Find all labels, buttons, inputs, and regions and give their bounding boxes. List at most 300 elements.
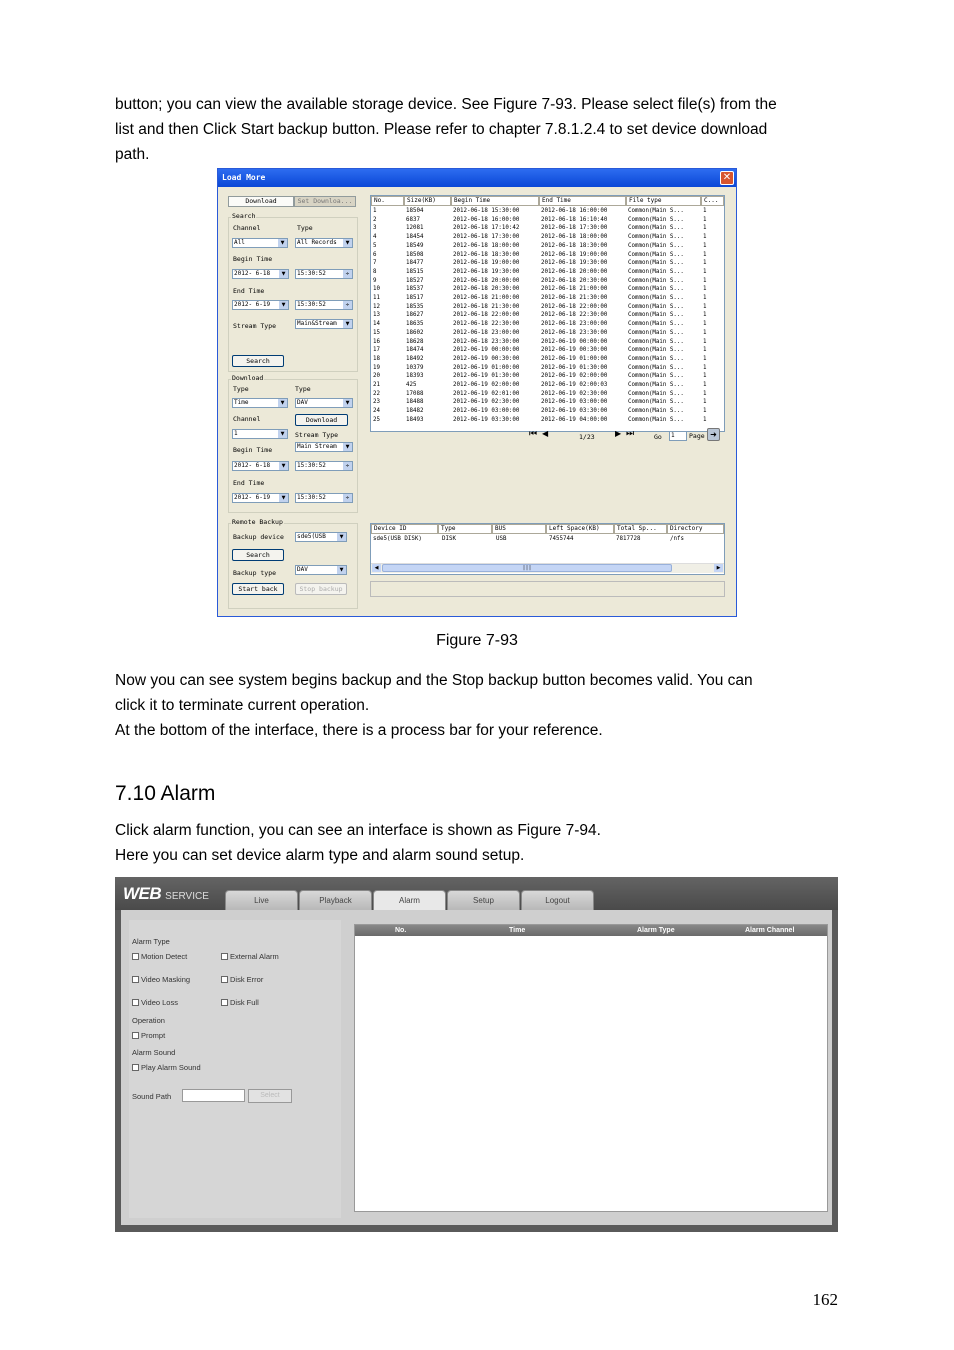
col-end-time[interactable]: End Time [539,196,626,206]
table-cell: 1 [703,364,707,371]
table-cell: 2012-06-19 00:00:00 [453,347,520,354]
tab-download[interactable]: Download [228,196,294,207]
table-cell: 2012-06-18 19:30:00 [453,268,520,275]
table-cell: 18602 [406,329,424,336]
table-cell: 18627 [406,312,424,319]
play-alarm-sound-label: Play Alarm Sound [141,1063,201,1072]
end-time-spinner[interactable] [295,300,353,310]
download-begin-date-picker[interactable] [232,461,289,471]
chevron-down-icon: ▼ [279,494,288,502]
table-cell: 2012-06-18 21:30:00 [453,303,520,310]
tab-logout[interactable]: Logout [521,890,594,910]
download-type-value: Time [234,399,249,406]
table-cell: 2012-06-18 23:00:00 [541,321,608,328]
table-cell: 2012-06-18 23:30:00 [541,329,608,336]
alarm-line-1: Click alarm function, you can see an interface is shown as Figure 7-94. [115,822,601,839]
table-cell: Common(Main S... [628,347,684,354]
table-cell: 1 [703,295,707,301]
table-row[interactable] [371,320,724,329]
table-cell: 2012-06-19 02:00:00 [453,382,520,388]
table-row[interactable] [371,259,724,268]
table-cell: 2012-06-19 02:30:00 [453,399,520,406]
backup-line-2: click it to terminate current operation. [115,697,370,714]
table-cell: 18537 [406,286,424,293]
table-row[interactable] [371,372,724,381]
download-file-type-value: DAV [297,399,308,406]
chevron-down-icon: ▼ [337,566,346,574]
table-cell: Common(Main S... [628,321,684,328]
table-cell: 1 [703,373,707,380]
chevron-down-icon: ▼ [279,270,288,278]
prev-page-icon[interactable]: ◀ [542,429,549,438]
device-left-space-cell: 7455744 [549,536,574,542]
col-directory[interactable]: Directory [667,524,724,534]
table-cell: 2012-06-18 18:00:00 [541,234,608,241]
disk-full-checkbox[interactable] [221,999,228,1006]
table-cell: 2012-06-19 01:00:00 [453,364,520,371]
table-cell: 2012-06-18 19:00:00 [453,260,520,267]
table-cell: 2012-06-18 22:00:00 [453,312,520,319]
disk-full-label: Disk Full [230,998,259,1007]
backup-device-select[interactable] [295,532,347,542]
download-channel-label: Channel [233,415,261,423]
table-cell: 4 [373,234,377,241]
download-type-select[interactable] [232,398,288,408]
table-row[interactable] [371,294,724,303]
alarm-line-2: Here you can set device alarm type and alarm sound setup. [115,847,525,864]
table-cell: Common(Main S... [628,234,684,241]
chevron-down-icon: ▼ [279,301,288,309]
table-row[interactable] [371,407,724,416]
tab-live[interactable]: Live [225,890,298,910]
table-row[interactable] [371,338,724,347]
motion-detect-label: Motion Detect [141,952,188,961]
download-stream-type-value: Main Stream [297,443,337,450]
table-cell: 1 [703,382,707,388]
table-row[interactable] [371,329,724,338]
channel-select[interactable] [232,238,288,248]
table-row[interactable] [371,285,724,294]
download-button[interactable]: Download [295,414,348,426]
table-cell: 6 [373,251,377,258]
table-cell: 2012-06-18 15:30:00 [453,208,520,214]
table-cell: 1 [373,208,377,214]
table-cell: 8 [373,268,377,275]
table-cell: 1 [703,260,707,267]
table-cell: 18454 [406,234,424,241]
table-cell: 18549 [406,242,424,249]
download-end-time-value: 15:30:52 [297,494,326,501]
col-bus[interactable]: BUS [492,524,546,534]
table-cell: Common(Main S... [628,382,684,388]
table-cell: 13 [373,312,380,319]
disk-full-option[interactable] [221,998,259,1007]
table-row[interactable] [371,398,724,407]
table-cell: 1 [703,216,707,223]
table-cell: 2012-06-18 17:30:00 [453,234,520,241]
table-row[interactable] [371,416,724,425]
table-row[interactable] [371,242,724,251]
section-heading: 7.10 Alarm [115,782,216,805]
table-cell: 2012-06-18 16:00:00 [453,216,520,223]
table-cell: Common(Main S... [628,277,684,284]
table-cell: Common(Main S... [628,295,684,301]
scroll-left-icon[interactable]: ◀ [372,564,381,572]
table-row[interactable] [371,311,724,320]
download-begin-time-label: Begin Time [233,446,273,454]
chevron-down-icon: ▼ [279,462,288,470]
col-device-type[interactable]: Type [438,524,492,534]
table-cell: 2012-06-19 02:00:03 [541,382,608,388]
table-cell: 2012-06-18 22:30:00 [541,312,608,319]
table-cell: 18635 [406,321,424,328]
table-cell: 2012-06-18 21:00:00 [453,295,520,301]
table-cell: 12081 [406,225,424,232]
col-device-id[interactable]: Device ID [371,524,438,534]
alarm-sound-label: Alarm Sound [132,1048,176,1057]
table-cell: 2012-06-19 03:00:00 [541,399,608,406]
video-masking-label: Video Masking [141,975,191,984]
sound-path-label: Sound Path [132,1092,172,1101]
table-row[interactable] [371,216,724,225]
channel-select-value: All [234,239,245,246]
page-label: Page [689,432,705,440]
select-button[interactable]: Select [248,1089,292,1103]
backup-search-button[interactable]: Search [232,549,284,561]
next-page-icon[interactable]: ▶ [615,429,622,438]
table-cell: 2012-06-19 02:01:00 [453,390,520,397]
table-cell: Common(Main S... [628,312,684,319]
download-file-type-select[interactable] [295,398,353,408]
table-cell: 2012-06-18 17:10:42 [453,225,520,232]
backup-progress-bar [370,581,725,597]
end-date-picker[interactable] [232,300,289,310]
table-cell: 11 [373,295,380,301]
external-alarm-option[interactable] [221,952,279,961]
page-input[interactable]: 1 [669,431,687,441]
video-loss-checkbox[interactable] [132,999,139,1006]
table-cell: 2 [373,216,377,223]
tab-playback[interactable]: Playback [299,890,372,910]
device-total-space-cell: 7817728 [616,536,641,542]
table-cell: 18508 [406,251,424,258]
table-row[interactable] [371,277,724,286]
last-page-icon[interactable]: ⏭ [626,429,635,439]
page-info: 1/23 [579,433,595,441]
prompt-option[interactable] [132,1031,165,1040]
logo-sub: SERVICE [165,891,209,902]
intro-paragraph [115,92,845,167]
download-begin-time-value: 15:30:52 [297,462,326,469]
download-channel-select[interactable] [232,429,288,439]
table-cell: 6837 [406,216,420,223]
intro-line-1: button; you can view the available storage device. See Figure 7-93. Please select file(s) from the [115,96,777,113]
stop-backup-button[interactable]: Stop backup [295,583,347,595]
download-channel-value: 1 [234,430,238,437]
table-cell: 2012-06-19 00:30:00 [541,347,608,354]
backup-type-value: DAV [297,566,308,573]
table-cell: 2012-06-18 19:30:00 [541,260,608,267]
download-begin-date-value: 2012- 6-18 [234,462,271,469]
table-cell: 25 [373,416,380,423]
table-cell: 2012-06-18 22:00:00 [541,303,608,310]
table-cell: Common(Main S... [628,286,684,293]
table-cell: Common(Main S... [628,208,684,214]
end-time-value: 15:30:52 [297,301,326,308]
table-cell: 19 [373,364,380,371]
table-cell: 2012-06-18 16:00:00 [541,208,608,214]
table-cell: Common(Main S... [628,216,684,223]
table-cell: 2012-06-19 04:00:00 [541,416,608,423]
scroll-right-icon[interactable]: ▶ [714,564,723,572]
alarm-list [354,924,828,1212]
play-alarm-sound-checkbox[interactable] [132,1064,139,1071]
table-cell: 12 [373,303,380,310]
table-cell: 18517 [406,295,424,301]
window-title: Load More [218,169,736,187]
prompt-label: Prompt [141,1031,166,1040]
table-cell: Common(Main S... [628,268,684,275]
sound-path-input[interactable] [182,1089,245,1102]
remote-backup-label: Remote Backup [232,518,283,526]
table-row[interactable] [371,355,724,364]
external-alarm-checkbox[interactable] [221,953,228,960]
download-stream-type-label: Stream Type [295,431,339,439]
table-cell: 2012-06-18 23:30:00 [453,338,520,345]
table-cell: 2012-06-18 21:00:00 [541,286,608,293]
table-cell: 1 [703,234,707,241]
disk-error-checkbox[interactable] [221,976,228,983]
table-cell: 1 [703,347,707,354]
backup-type-select[interactable] [295,565,347,575]
chevron-down-icon: ▼ [337,533,346,541]
table-cell: Common(Main S... [628,416,684,423]
table-row[interactable] [371,346,724,355]
table-cell: 2012-06-19 00:00:00 [541,338,608,345]
table-cell: 2012-06-18 23:00:00 [453,329,520,336]
table-cell: 2012-06-19 02:30:00 [541,390,608,397]
col-no[interactable]: No. [371,196,404,206]
backup-line-3: At the bottom of the interface, there is a process bar for your reference. [115,722,603,739]
table-cell: 21 [373,382,380,388]
table-cell: 10 [373,286,380,293]
motion-detect-option[interactable] [132,952,187,961]
col-begin-time[interactable]: Begin Time [451,196,539,206]
chevron-down-icon: ▼ [343,239,352,247]
table-cell: 1 [703,208,707,214]
table-cell: 18492 [406,355,424,362]
prompt-checkbox[interactable] [132,1032,139,1039]
table-row[interactable] [371,224,724,233]
table-cell: 1 [703,312,707,319]
table-cell: 18504 [406,208,424,214]
play-alarm-sound-option[interactable] [132,1063,201,1072]
table-cell: 9 [373,277,377,284]
chevron-down-icon: ▼ [343,399,352,407]
table-cell: 1 [703,286,707,293]
table-cell: 2012-06-18 20:30:00 [453,286,520,293]
table-cell: 1 [703,277,707,284]
stream-type-select[interactable] [295,319,353,329]
table-cell: 1 [703,416,707,423]
intro-line-3: path. [115,146,150,163]
table-cell: 2012-06-19 03:30:00 [541,408,608,415]
channel-label: Channel [233,224,261,232]
backup-device-value: sde5(USB [297,533,326,540]
external-alarm-label: External Alarm [230,952,279,961]
chevron-down-icon: ▼ [343,443,352,451]
table-cell: 2012-06-19 03:00:00 [453,408,520,415]
web-service-screen [115,877,838,1232]
first-page-icon[interactable]: ⏮ [529,429,538,439]
col-alarm-type: Alarm Type [637,927,675,934]
table-cell: 15 [373,329,380,336]
table-cell: 2012-06-18 18:30:00 [541,242,608,249]
type-label: Type [297,224,313,232]
col-total-space[interactable]: Total Sp... [614,524,667,534]
video-masking-checkbox[interactable] [132,976,139,983]
chevron-down-icon: ▼ [343,320,352,328]
table-cell: 2012-06-19 01:30:00 [541,364,608,371]
tab-setup[interactable]: Setup [447,890,520,910]
table-cell: Common(Main S... [628,355,684,362]
table-cell: Common(Main S... [628,408,684,415]
col-size[interactable]: Size(KB) [404,196,451,206]
go-label: Go [654,433,662,441]
table-cell: 2012-06-18 20:30:00 [541,277,608,284]
scrollbar-thumb[interactable]: ||| [382,564,672,572]
video-loss-label: Video Loss [141,998,178,1007]
backup-paragraph [115,668,845,743]
search-group-label: Search [232,212,256,220]
type-select-value: All Records [297,239,337,246]
table-cell: 18527 [406,277,424,284]
web-service-logo [123,884,209,904]
disk-error-option[interactable] [221,975,263,984]
end-time-label: End Time [233,287,265,295]
table-row[interactable] [371,268,724,277]
device-type-cell: DISK [442,536,456,542]
download-end-time-label: End Time [233,479,265,487]
table-cell: 18 [373,355,380,362]
table-row[interactable] [371,303,724,312]
table-cell: 1 [703,268,707,275]
device-directory-cell: /nfs [670,536,684,542]
download-end-date-picker[interactable] [232,493,289,503]
table-cell: 1 [703,408,707,415]
table-row[interactable] [371,251,724,260]
table-cell: 2012-06-18 18:00:00 [453,242,520,249]
table-cell: Common(Main S... [628,373,684,380]
search-button[interactable]: Search [232,355,284,367]
table-cell: 17088 [406,390,424,397]
table-cell: 2012-06-18 22:30:00 [453,321,520,328]
table-cell: 18515 [406,268,424,275]
table-cell: Common(Main S... [628,364,684,371]
end-date-value: 2012- 6-19 [234,301,271,308]
begin-time-label: Begin Time [233,255,273,263]
download-end-time-spinner[interactable] [295,493,353,503]
backup-device-label: Backup device [233,533,284,541]
video-masking-option[interactable] [132,975,190,984]
table-row[interactable] [371,207,724,216]
table-cell: 18493 [406,416,424,423]
table-row[interactable] [371,381,724,390]
col-file-type[interactable]: File type [626,196,701,206]
start-backup-button[interactable]: Start back [232,583,284,595]
table-cell: 22 [373,390,380,397]
table-cell: 18628 [406,338,424,345]
table-cell: 2012-06-18 18:30:00 [453,251,520,258]
table-cell: 14 [373,321,380,328]
tab-alarm[interactable]: Alarm [373,890,446,910]
download-type-label: Type [233,385,249,393]
table-cell: 2012-06-18 17:30:00 [541,225,608,232]
spinner-icon: ÷ [343,270,352,278]
table-cell: 18474 [406,347,424,354]
table-cell: 3 [373,225,377,232]
col-alarm-channel: Alarm Channel [745,927,795,934]
go-arrow-icon[interactable]: ➜ [707,428,720,441]
alarm-paragraph [115,818,845,868]
intro-line-2: list and then Click Start backup button. Please refer to chapter 7.8.1.2.4 to set device download [115,121,768,138]
table-row[interactable] [371,390,724,399]
table-row[interactable] [371,364,724,373]
begin-date-value: 2012- 6-18 [234,270,271,277]
spinner-icon: ÷ [343,462,352,470]
table-cell: 2012-06-18 19:00:00 [541,251,608,258]
col-left-space[interactable]: Left Space(KB) [546,524,614,534]
table-cell: 1 [703,321,707,328]
table-cell: 18535 [406,303,424,310]
begin-date-picker[interactable] [232,269,289,279]
table-row[interactable] [371,233,724,242]
table-cell: 1 [703,338,707,345]
download-stream-type-select[interactable] [295,442,353,452]
device-bus-cell: USB [496,536,507,542]
backup-type-label: Backup type [233,569,277,577]
begin-time-spinner[interactable] [295,269,353,279]
table-cell: 5 [373,242,377,249]
chevron-down-icon: ▼ [278,399,287,407]
table-cell: 2012-06-18 21:30:00 [541,295,608,301]
backup-line-1: Now you can see system begins backup and the Stop backup button becomes valid. You can [115,672,753,689]
table-cell: 16 [373,338,380,345]
alarm-settings-panel [129,920,341,1218]
close-icon[interactable]: ✕ [720,171,734,185]
web-body [121,910,832,1225]
video-loss-option[interactable] [132,998,178,1007]
logo-main: WEB [123,884,162,903]
col-channel[interactable]: C... [701,196,724,206]
table-cell: 18393 [406,373,424,380]
spinner-icon: ÷ [343,301,352,309]
spinner-icon: ÷ [343,494,352,502]
table-cell: 18488 [406,399,424,406]
table-cell: 2012-06-18 16:10:40 [541,216,608,223]
table-cell: 10379 [406,364,424,371]
type-select[interactable] [295,238,353,248]
table-cell: Common(Main S... [628,242,684,249]
tab-set-download[interactable]: Set Downloa... [294,196,356,207]
table-cell: 425 [406,382,417,388]
col-alarm-time: Time [509,927,526,934]
motion-detect-checkbox[interactable] [132,953,139,960]
download-begin-time-spinner[interactable] [295,461,353,471]
table-cell: 1 [703,329,707,336]
table-cell: 18482 [406,408,424,415]
download-file-type-label: Type [295,385,311,393]
